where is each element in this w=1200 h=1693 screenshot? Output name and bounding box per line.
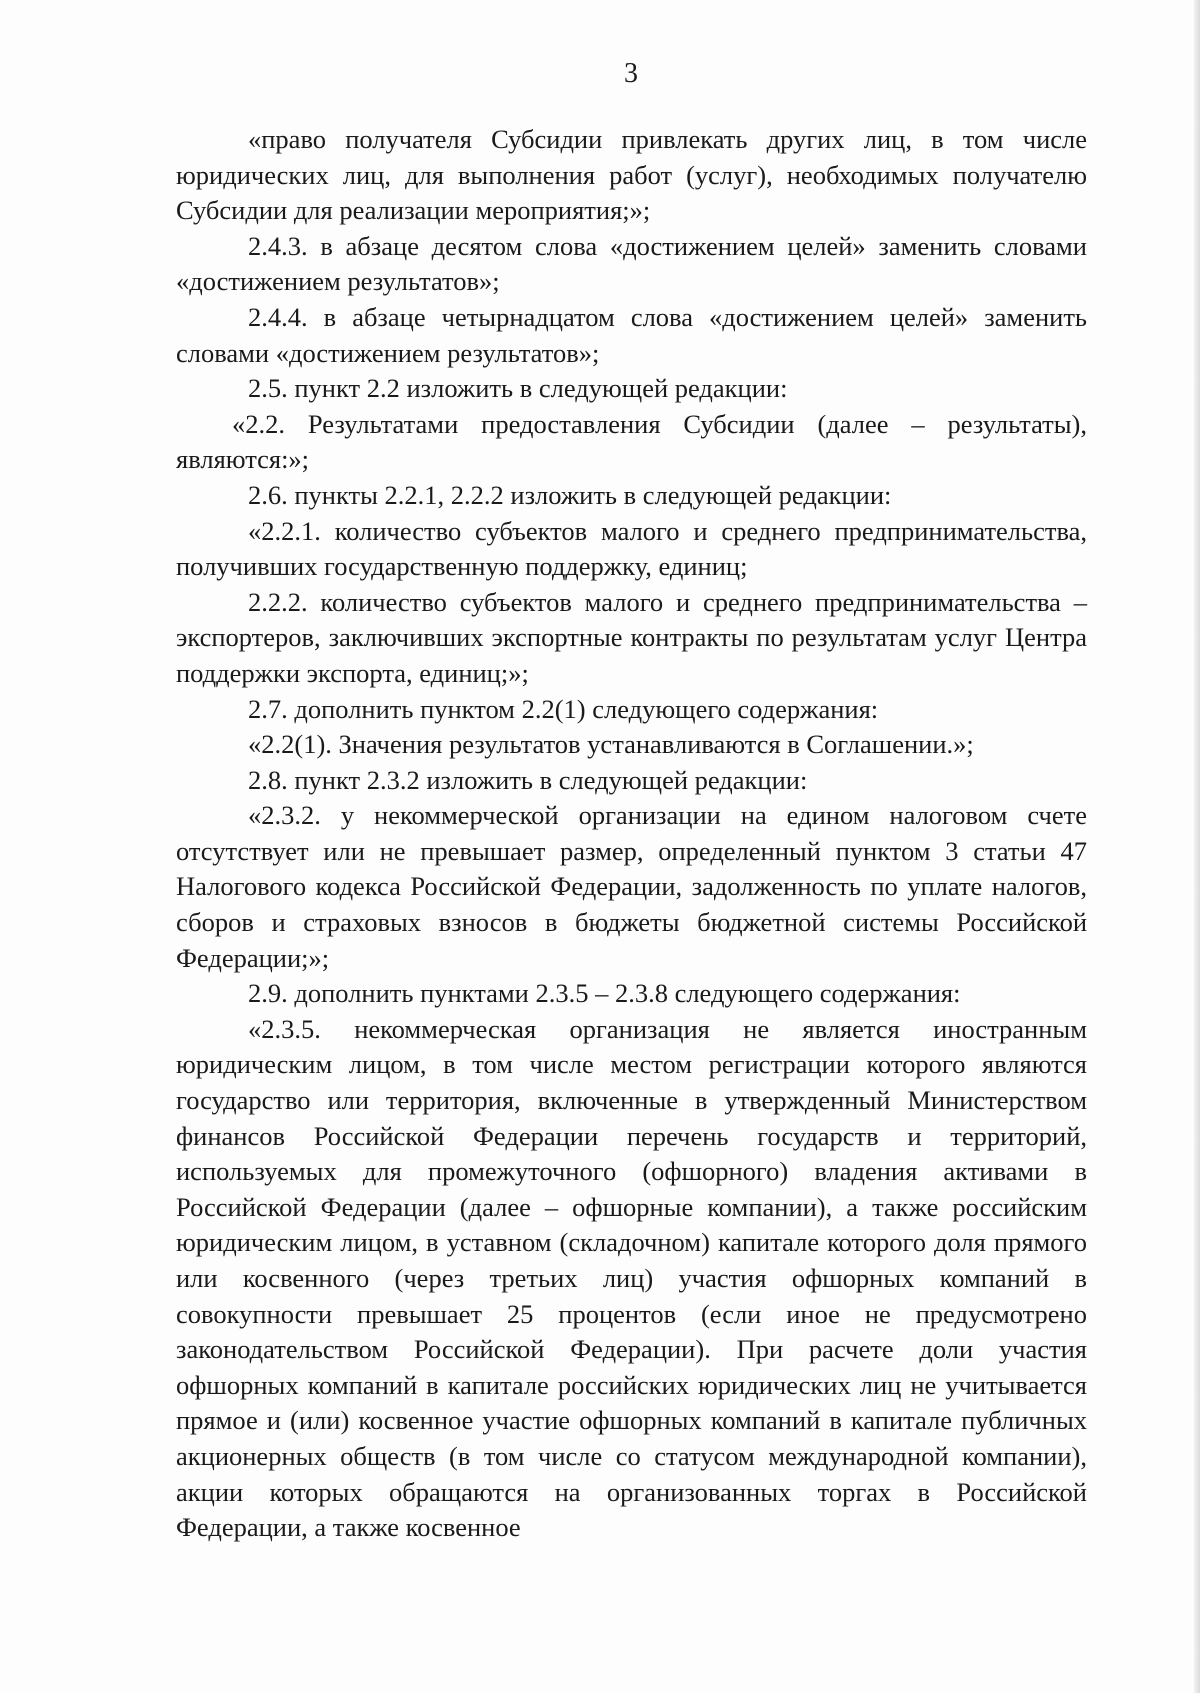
- paragraph-quote-2-2-1: «2.2.1. количество субъектов малого и среднего предпринимательства, получивших государственную поддержку, единиц;: [176, 515, 1087, 582]
- paragraph-quote-2-2-1-values: «2.2(1). Значения результатов устанавливаются в Соглашении.»;: [248, 729, 974, 760]
- paragraph-quote-2-3-5: «2.3.5. некоммерческая организация не является иностранным юридическим лицом, в том числе местом регистрации которого являются государство или территория, включенные в утвержденный Министерством финансов Российской Федерации перечень государств и территорий, используемых для промежуточного (офшорного) владения активами в Российской Федерации (далее – офшорные компании), а также российским юридическим лицом, в уставном (складочном) капитале которого доля прямого или косвенного (через третьих лиц) участия офшорных компаний в совокупности превышает 25 процентов (если иное не предусмотрено законодательством Российской Федерации). При расчете доли участия офшорных компаний в капитале российских юридических лиц не учитывается прямое и (или) косвенное участие офшорных компаний в капитале публичных акционерных обществ (в том числе со статусом международной компании), акции которых обращаются на организованных торгах в Российской Федерации, а также косвенное: [176, 1013, 1087, 1543]
- page-number: 3: [624, 58, 638, 89]
- paragraph-quote-2-2: «2.2. Результатами предоставления Субсидии (далее – результаты), являются:»;: [176, 408, 1087, 475]
- paragraph-quote-2-3-2: «2.3.2. у некоммерческой организации на едином налоговом счете отсутствует или не превышает размер, определенный пунктом 3 статьи 47 Налогового кодекса Российской Федерации, задолженность по уплате налогов, сборов и страховых взносов в бюджеты бюджетной системы Российской Федерации;»;: [176, 800, 1087, 973]
- paragraph-quote-right-of-recipient: «право получателя Субсидии привлекать других лиц, в том числе юридических лиц, для выполнения работ (услуг), необходимых получателю Субсидии для реализации мероприятия;»;: [176, 124, 1087, 226]
- paragraph-2-7: 2.7. дополнить пунктом 2.2(1) следующего содержания:: [248, 693, 879, 724]
- paragraph-2-4-3: 2.4.3. в абзаце десятом слова «достижением целей» заменить словами «достижением результатов»;: [176, 230, 1087, 297]
- paragraph-2-2-2: 2.2.2. количество субъектов малого и среднего предпринимательства – экспортеров, заключивших экспортные контракты по результатам услуг Центра поддержки экспорта, единиц;»;: [176, 586, 1087, 688]
- page-edge-shadow: [1194, 0, 1200, 1693]
- document-body: [176, 122, 1087, 1546]
- paragraph-2-4-4: 2.4.4. в абзаце четырнадцатом слова «достижением целей» заменить словами «достижением результатов»;: [176, 301, 1087, 368]
- paragraph-2-8: 2.8. пункт 2.3.2 изложить в следующей редакции:: [248, 764, 808, 795]
- paragraph-2-9: 2.9. дополнить пунктами 2.3.5 – 2.3.8 следующего содержания:: [248, 978, 961, 1009]
- paragraph-2-6: 2.6. пункты 2.2.1, 2.2.2 изложить в следующей редакции:: [248, 479, 892, 510]
- paragraph-2-5: 2.5. пункт 2.2 изложить в следующей редакции:: [248, 373, 788, 404]
